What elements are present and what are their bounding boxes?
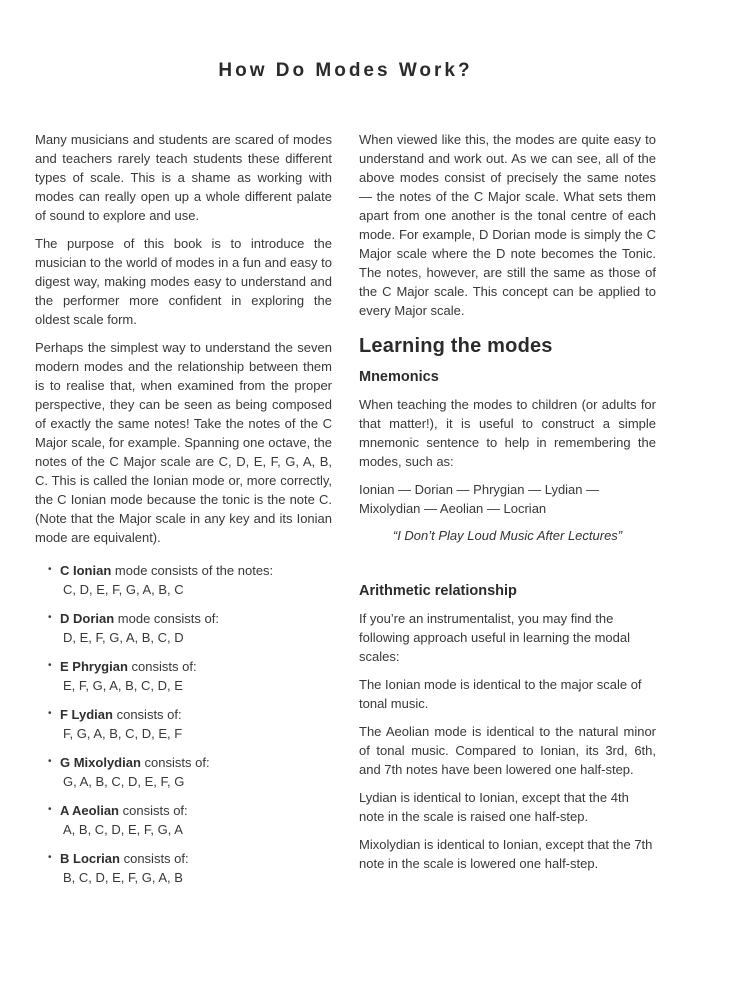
mode-line bbox=[60, 705, 332, 724]
mode-line bbox=[60, 801, 332, 820]
paragraph-seven-modes: Perhaps the simplest way to understand the seven modern modes and the relationship between them is to realise that, when examined from the proper perspective, they can be seen as being composed of exactly the same notes! Take the notes of the C Major scale, for example. Spanning one octave, the notes of the C Major scale are C, D, E, F, G, A, B, C. This is called the Ionian mode or, more correctly, the C Ionian mode because the tonic is the note C. (Note that the Major scale in any key and its Ionian mode are equivalent). bbox=[35, 340, 332, 545]
bullet-icon: • bbox=[48, 660, 52, 671]
mode-desc: mode consists of the notes: bbox=[114, 563, 274, 578]
mode-desc: mode consists of: bbox=[117, 611, 219, 626]
mode-name: G Mixolydian bbox=[60, 755, 141, 770]
mode-notes: F, G, A, B, C, D, E, F bbox=[63, 726, 183, 741]
list-item-b-locrian bbox=[35, 849, 332, 887]
right-column bbox=[359, 130, 656, 897]
bullet-icon: • bbox=[48, 564, 52, 575]
mode-name: D Dorian bbox=[60, 611, 115, 626]
mode-desc: consists of: bbox=[116, 707, 182, 722]
mode-notes: E, F, G, A, B, C, D, E bbox=[63, 678, 183, 693]
page-title: How Do Modes Work? bbox=[218, 60, 473, 81]
mode-line bbox=[60, 849, 332, 868]
paragraph-aeolian-minor: The Aeolian mode is identical to the natural minor of tonal music. Compared to Ionian, its 3rd, 6th, and 7th notes have been lowered one half-step. bbox=[359, 724, 656, 777]
list-item-g-mixolydian bbox=[35, 753, 332, 791]
mode-desc: consists of: bbox=[122, 803, 188, 818]
subheading-arithmetic-relationship: Arithmetic relationship bbox=[359, 583, 517, 599]
mode-notes: C, D, E, F, G, A, B, C bbox=[63, 582, 184, 597]
list-item-a-aeolian bbox=[35, 801, 332, 839]
left-column bbox=[35, 130, 332, 897]
paragraph-intro-modes: Many musicians and students are scared of modes and teachers rarely teach students these different types of scale. This is a shame as working with modes can really open up a whole different palate of sound to explore and use. bbox=[35, 132, 332, 223]
mode-desc: consists of: bbox=[144, 755, 210, 770]
mode-name: B Locrian bbox=[60, 851, 120, 866]
mode-line bbox=[60, 657, 332, 676]
bullet-icon: • bbox=[48, 804, 52, 815]
list-item-e-phrygian bbox=[35, 657, 332, 695]
mode-name: A Aeolian bbox=[60, 803, 119, 818]
mnemonic-quote: “I Don’t Play Loud Music After Lectures” bbox=[392, 528, 623, 543]
modes-list bbox=[35, 561, 332, 887]
paragraph-instrumentalist: If you’re an instrumentalist, you may find the following approach useful in learning the modal scales: bbox=[359, 611, 631, 664]
mode-name: F Lydian bbox=[60, 707, 113, 722]
mode-notes: D, E, F, G, A, B, C, D bbox=[63, 630, 184, 645]
mode-line bbox=[60, 609, 332, 628]
section-heading-learning-the-modes: Learning the modes bbox=[359, 335, 553, 357]
list-item-c-ionian bbox=[35, 561, 332, 599]
paragraph-mixolydian: Mixolydian is identical to Ionian, except that the 7th note in the scale is lowered one half-step. bbox=[359, 837, 653, 871]
mode-name: C Ionian bbox=[60, 563, 112, 578]
mode-sequence-line-2: Mixolydian — Aeolian — Locrian bbox=[359, 501, 547, 516]
subheading-mnemonics: Mnemonics bbox=[359, 369, 439, 385]
bullet-icon: • bbox=[48, 756, 52, 767]
mode-desc: consists of: bbox=[131, 659, 197, 674]
mode-line bbox=[60, 753, 332, 772]
bullet-icon: • bbox=[48, 708, 52, 719]
mode-desc: consists of: bbox=[123, 851, 189, 866]
paragraph-lydian: Lydian is identical to Ionian, except that the 4th note in the scale is raised one half-step. bbox=[359, 790, 629, 824]
list-item-f-lydian bbox=[35, 705, 332, 743]
mode-notes: B, C, D, E, F, G, A, B bbox=[63, 870, 183, 885]
mode-notes: A, B, C, D, E, F, G, A bbox=[63, 822, 183, 837]
mode-notes: G, A, B, C, D, E, F, G bbox=[63, 774, 185, 789]
two-column-layout bbox=[35, 130, 656, 897]
mode-line bbox=[60, 561, 332, 580]
paragraph-mnemonics: When teaching the modes to children (or adults for that matter!), it is useful to construct a simple mnemonic sentence to help in remembering the modes, such as: bbox=[359, 397, 656, 469]
paragraph-viewed-like-this: When viewed like this, the modes are quite easy to understand and work out. As we can see, all of the above modes consist of precisely the same notes — the notes of the C Major scale. What sets them apart from one another is the tonal centre of each mode. For example, D Dorian mode is simply the C Major scale where the D note becomes the Tonic. The notes, however, are still the same as those of the C Major scale. This concept can be applied to every Major scale. bbox=[359, 132, 656, 318]
mode-sequence-line-1: Ionian — Dorian — Phrygian — Lydian — bbox=[359, 482, 600, 497]
bullet-icon: • bbox=[48, 852, 52, 863]
paragraph-ionian-major: The Ionian mode is identical to the major scale of tonal music. bbox=[359, 677, 642, 711]
paragraph-book-purpose: The purpose of this book is to introduce the musician to the world of modes in a fun and easy to digest way, making modes easy to understand and the performer more confident in exploring the oldest scale form. bbox=[35, 236, 332, 327]
mode-name: E Phrygian bbox=[60, 659, 128, 674]
list-item-d-dorian bbox=[35, 609, 332, 647]
mode-sequence bbox=[359, 480, 656, 518]
bullet-icon: • bbox=[48, 612, 52, 623]
